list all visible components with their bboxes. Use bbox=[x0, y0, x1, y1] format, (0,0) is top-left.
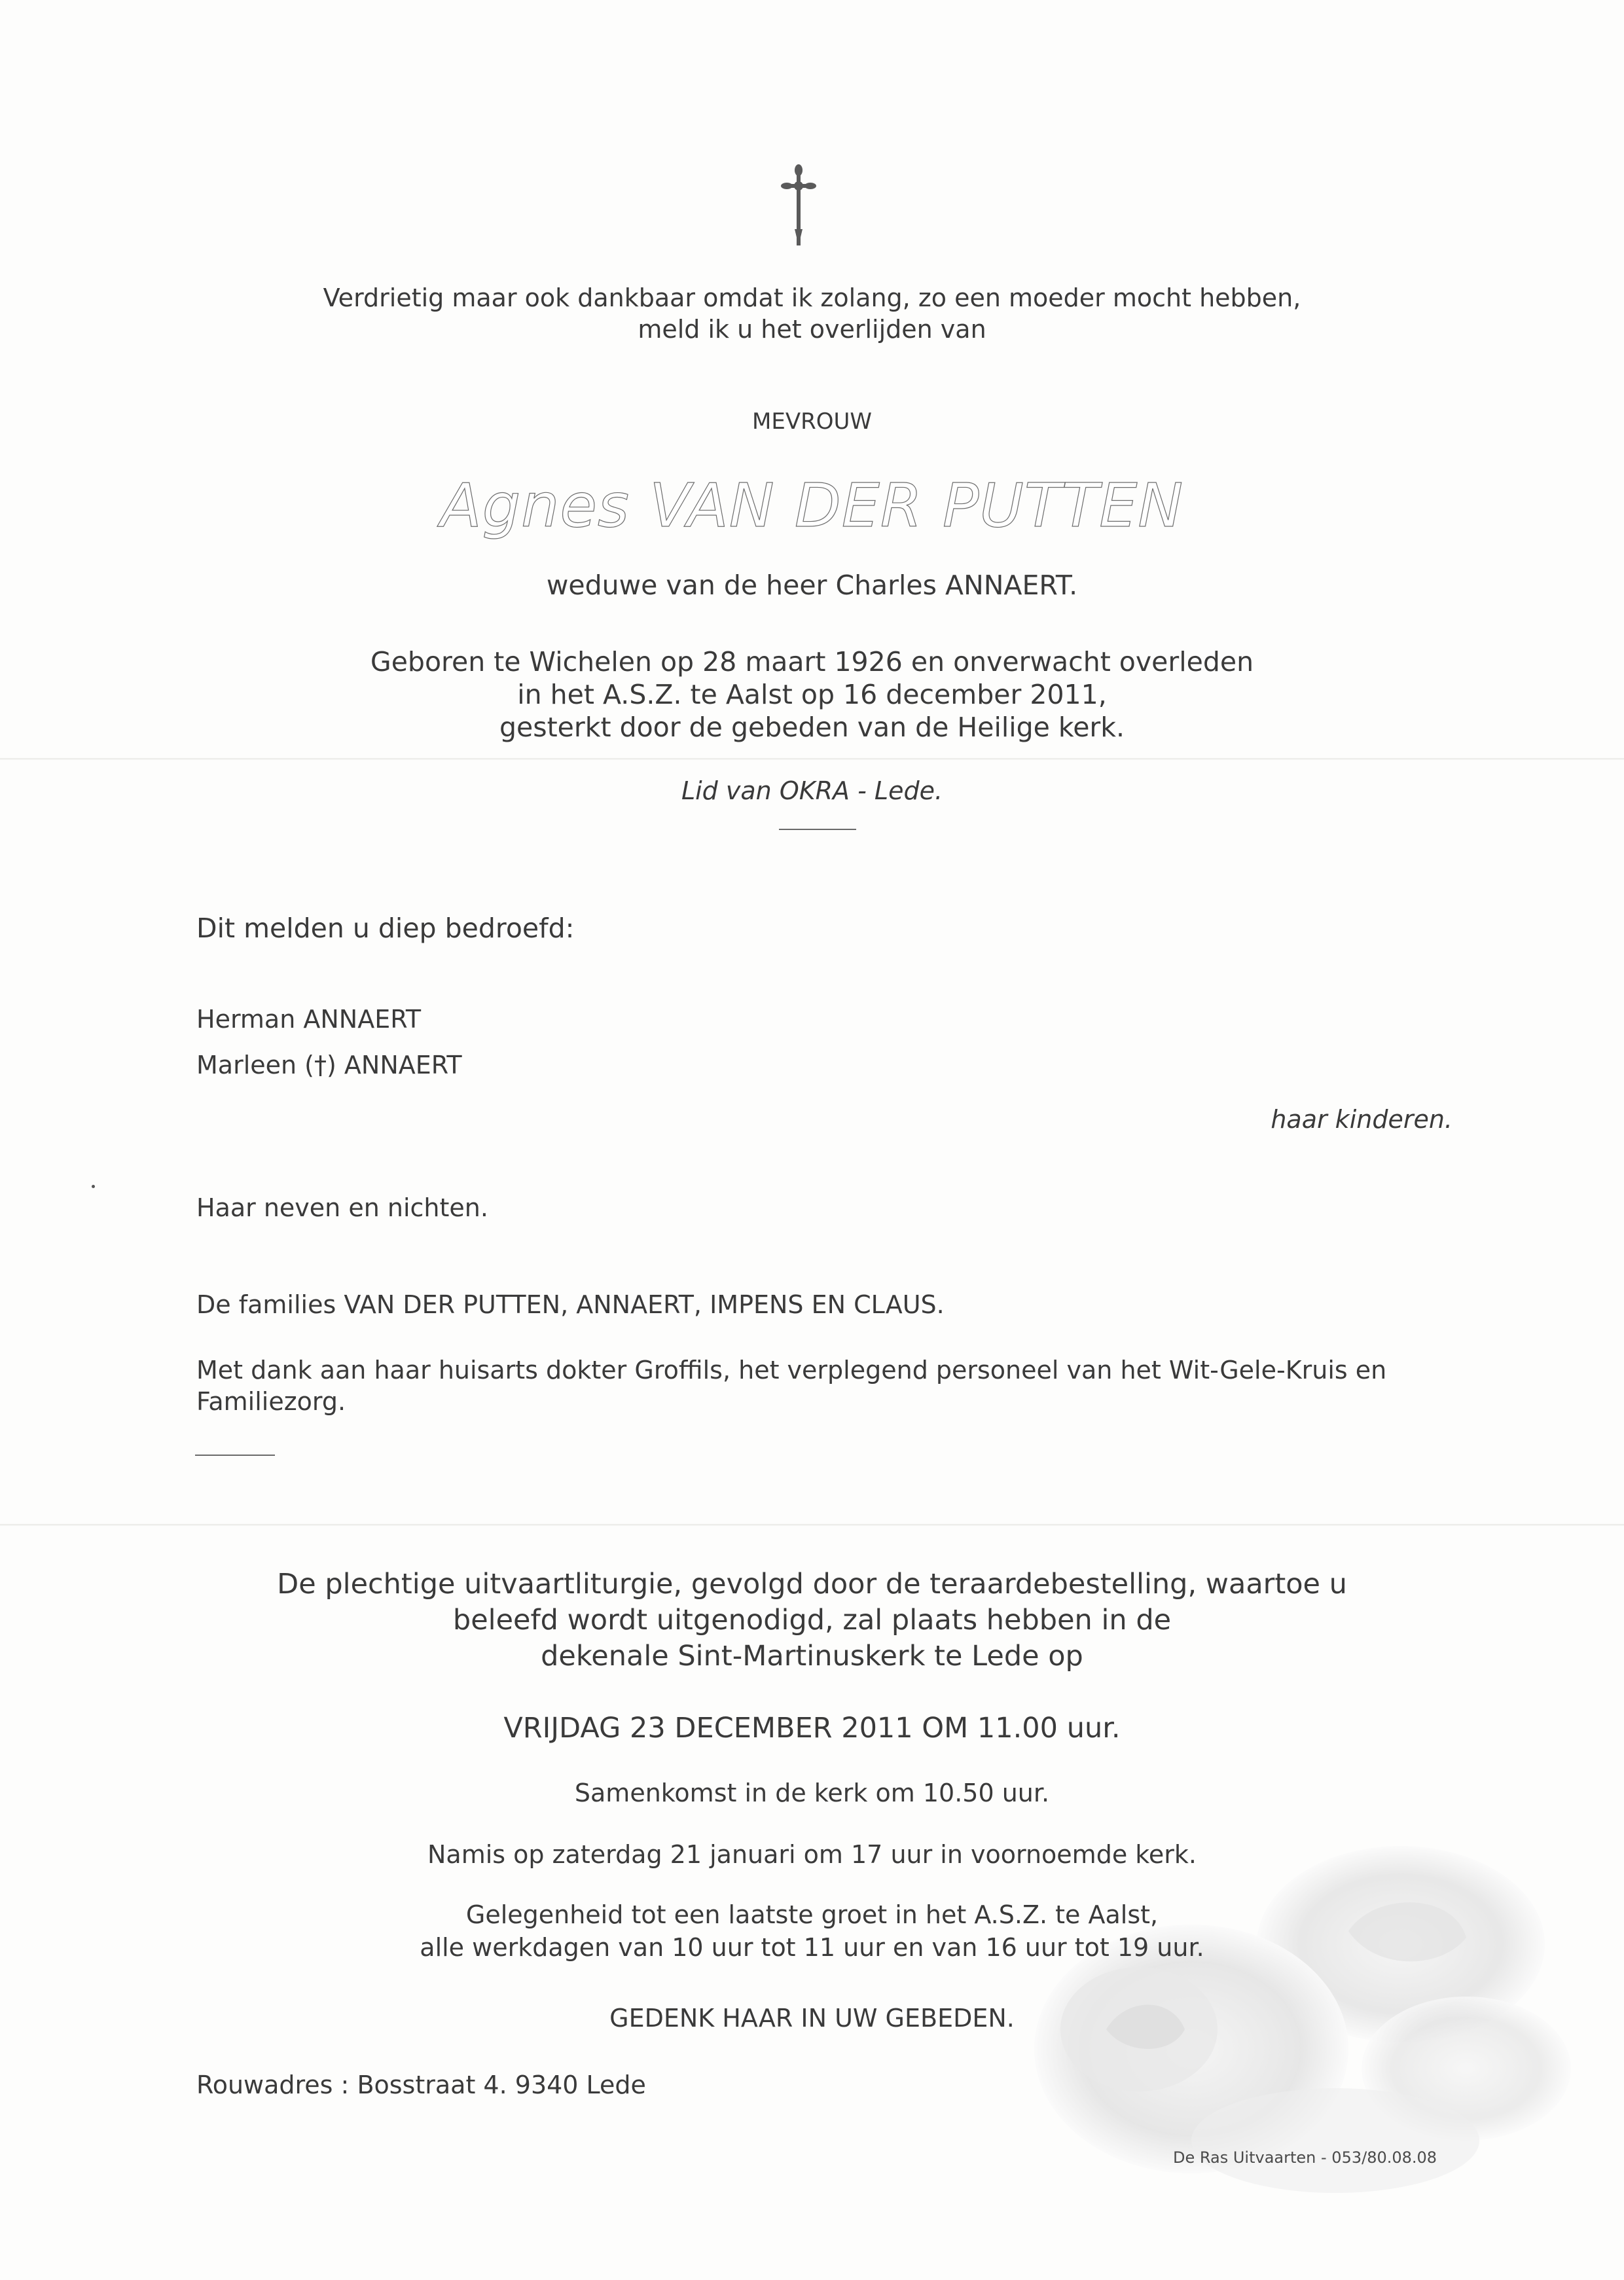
cousins: Haar neven en nichten. bbox=[196, 1193, 488, 1222]
visitation-line-1: Gelegenheid tot een laatste groet in het A.S.Z. te Aalst, bbox=[465, 1900, 1159, 1929]
birth-line-1: Geboren te Wichelen op 28 maart 1926 en onverwacht overleden bbox=[370, 646, 1254, 678]
gathering-time: Samenkomst in de kerk om 10.50 uur. bbox=[574, 1779, 1050, 1807]
announce-intro: Dit melden u diep bedroefd: bbox=[196, 913, 575, 944]
membership: Lid van OKRA - Lede. bbox=[681, 776, 943, 805]
funeral-date: VRIJDAG 23 DECEMBER 2011 OM 11.00 uur. bbox=[503, 1712, 1121, 1745]
families: De families VAN DER PUTTEN, ANNAERT, IMPENS EN CLAUS. bbox=[196, 1290, 945, 1319]
fold-line bbox=[0, 758, 1624, 760]
children-label: haar kinderen. bbox=[1271, 1105, 1453, 1134]
widow-of: weduwe van de heer Charles ANNAERT. bbox=[546, 570, 1078, 601]
undertaker-info: De Ras Uitvaarten - 053/80.08.08 bbox=[1173, 2148, 1437, 2167]
later-mass: Namis op zaterdag 21 januari om 17 uur in voornoemde kerk. bbox=[427, 1840, 1197, 1869]
mourning-address: Rouwadres : Bosstraat 4. 9340 Lede bbox=[196, 2071, 646, 2099]
cross-icon bbox=[779, 164, 818, 245]
birth-line-2: in het A.S.Z. te Aalst op 16 december 2011, bbox=[517, 679, 1107, 710]
fold-line bbox=[0, 1524, 1624, 1526]
visitation-line-2: alle werkdagen van 10 uur tot 11 uur en van 16 uur tot 19 uur. bbox=[420, 1933, 1204, 1962]
closing-prayer: GEDENK HAAR IN UW GEBEDEN. bbox=[609, 2004, 1015, 2033]
funeral-line-1: De plechtige uitvaartliturgie, gevolgd door de teraardebestelling, waartoe u bbox=[277, 1568, 1347, 1601]
child-name: Marleen (†) ANNAERT bbox=[196, 1051, 462, 1079]
funeral-line-3: dekenale Sint-Martinuskerk te Lede op bbox=[541, 1640, 1083, 1673]
child-name: Herman ANNAERT bbox=[196, 1005, 422, 1034]
birth-line-3: gesterkt door de gebeden van de Heilige kerk. bbox=[499, 712, 1125, 743]
divider bbox=[195, 1455, 275, 1456]
speck bbox=[92, 1185, 95, 1188]
divider bbox=[779, 829, 856, 830]
intro-line-2: meld ik u het overlijden van bbox=[638, 315, 986, 344]
funeral-line-2: beleefd wordt uitgenodigd, zal plaats hebben in de bbox=[452, 1604, 1172, 1637]
thanks-line-2: Familiezorg. bbox=[196, 1387, 346, 1416]
title-prefix: MEVROUW bbox=[752, 408, 872, 435]
deceased-name: Agnes VAN DER PUTTEN bbox=[440, 471, 1184, 541]
thanks-line-1: Met dank aan haar huisarts dokter Groffils, het verplegend personeel van het Wit-Gele-Kruis en bbox=[196, 1356, 1387, 1384]
intro-line-1: Verdrietig maar ook dankbaar omdat ik zolang, zo een moeder mocht hebben, bbox=[323, 283, 1301, 312]
